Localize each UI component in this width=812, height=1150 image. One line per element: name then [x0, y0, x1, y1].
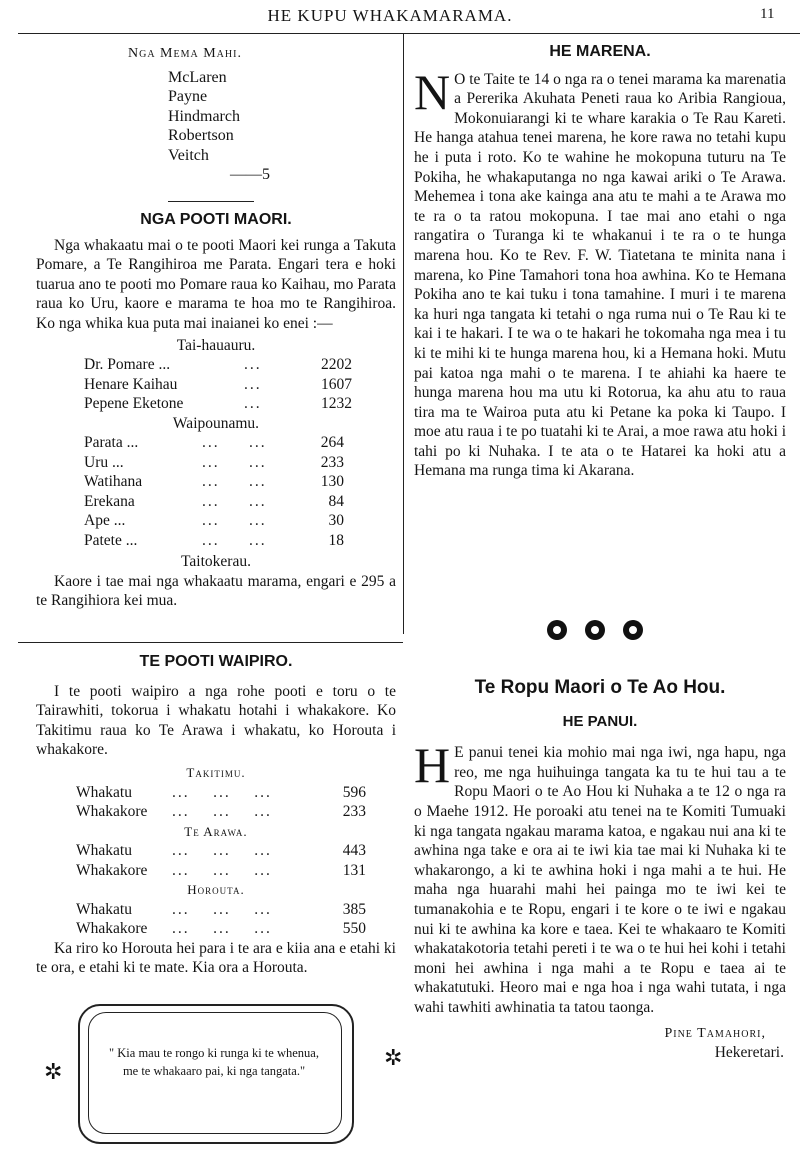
district-name: Waipounamu.: [172, 414, 260, 432]
paragraph: I te pooti waipiro a nga rohe pooti e toru o te Tairawhiti, tokorua i whakatu hotahi i whakakore. Ko Takitimu raua ko Te Arawa i whakatu, ko Horouta i whakakore.: [36, 682, 396, 759]
table-row: Patete ... ... ... 18: [84, 531, 344, 549]
column-rule: [403, 34, 404, 634]
motto-text: " Kia mau te rongo ki runga ki te whenua, me te whakaaro pai, ki nga tangata.": [109, 1046, 319, 1078]
table-row: Watihana ... ... 130: [84, 473, 344, 491]
table-row: Ape ... ... ... 30: [84, 512, 344, 530]
mema-mahi-section: [36, 44, 396, 185]
pooti-waipiro-section: [36, 652, 396, 978]
page-header: [0, 0, 812, 40]
results-table: [76, 900, 366, 939]
paragraph: Nga whakaatu mai o te pooti Maori kei runga a Takuta Pomare, a Te Rangihiroa me Parata. Engari tera e hoki tuarua ano te pooti mo Pomare raua ko Kaihau, mo Parata raua ko Uru, kaore e marama te hoa mo te Rangihiroa. Ko nga whika kua puta mai inaianei ko enei :—: [36, 236, 396, 332]
ornament-row: [538, 620, 678, 644]
member-name: Payne: [168, 88, 208, 106]
marena-body: O te Taite te 14 o nga ra o tenei marama ka marenatia a Pererika Akuhata Peneti raua ko Aribia Rangioua, Mokonuiarangi ki te whare karakia o Te Rau Kareti. He hanga atahua tenei marena, he kore rawa no tetahi kupu he i puta i roto. Ko te wahine he mokopuna tuturu na Te Pokiha, he whakaputanga no nga kawai ariki o Te Arawa. Mehemea i tona ake kainga ana atu te mahi a te Arawa mo te ra o ta ratou mokopuna. I tae mai ano etahi o nga rangatira o Turanga ki te whakanui i te ra o te hunga marena hou. Ko te Rev. F. W. Tiatetana te minita nana i marena, ko Pine Tamahori tona hoa awhina. Ko te Hemana Pokiha ano te kai tuku i tona tamahine. I muri i te marena ka huri nga tangata ki tetahi o nga ruma nui o Te Rau ki te kai i te hakari. I te wa o te hakari he tokomaha nga mea i tu ki te mihi ki te hunga marena hou, ki a Hemana hoki. Mutu pai katoa nga mahi o te marena. I te ahiahi ka haere te hunga marena hou ma utu ki Rotorua, ka ahu atu to raua tira ma te Wairoa puta atu ki Petane ka poka ki Taupo. I moe atu raua i te po tuatahi ki te Arai, a moe rawa atu hoki i tahi po ki Nuhaka. I te ata o te Hatarei ka hoki atu a Hemana ma runga tima ki Akarana.: [414, 70, 786, 480]
table-row: Dr. Pomare ... ... 2202: [84, 356, 352, 374]
section-divider: [168, 201, 254, 202]
signature-name: Pine Tamahori,: [664, 1025, 766, 1041]
asterism-icon: ✲: [384, 1046, 403, 1071]
flower-icon: [585, 620, 605, 640]
flower-icon: [547, 620, 567, 640]
pooti-maori-section: [36, 210, 396, 611]
table-row: Whakatu ... ... ... 443: [76, 842, 366, 860]
paragraph: Ka riro ko Horouta hei para i te ara e kiia ana e etahi ki te ora, e etahi ki te mate. Kia ora a Horouta.: [36, 939, 396, 977]
results-table: [84, 433, 344, 550]
section-heading: Te Ropu Maori o Te Ao Hou.: [474, 677, 726, 698]
running-title: HE KUPU WHAKAMARAMA.: [267, 6, 513, 25]
results-table: [84, 355, 352, 414]
district-name: Te Arawa.: [184, 823, 248, 839]
asterism-icon: ✲: [44, 1060, 63, 1085]
paragraph: [414, 737, 786, 1017]
table-row: Whakakore ... ... ... 131: [76, 861, 366, 879]
district-name: Tai-hauauru.: [176, 336, 256, 354]
member-total: ——5: [230, 166, 270, 184]
section-heading: NGA POOTI MAORI.: [140, 211, 292, 228]
member-name: Hindmarch: [168, 107, 240, 125]
table-row: Parata ... ... ... 264: [84, 434, 344, 452]
page-number: 11: [760, 6, 775, 22]
section-heading: HE MARENA.: [549, 43, 651, 60]
drop-cap: N: [414, 63, 451, 120]
table-row: Henare Kaihau ... 1607: [84, 375, 352, 393]
results-table: [76, 841, 366, 880]
marena-section: [414, 42, 786, 481]
ropu-section: [414, 678, 786, 1063]
mema-mahi-title: Nga Mema Mahi.: [128, 46, 242, 61]
district-name: Taitokerau.: [181, 553, 251, 571]
results-table: [76, 783, 366, 822]
table-row: Erekana ... ... 84: [84, 492, 344, 510]
table-row: Whakakore ... ... ... 550: [76, 920, 366, 938]
district-name: Takitimu.: [186, 764, 246, 780]
signature-role: Hekeretari.: [714, 1044, 784, 1062]
flower-icon: [623, 620, 643, 640]
table-row: Whakakore ... ... ... 233: [76, 803, 366, 821]
member-name: Robertson: [168, 127, 234, 145]
drop-cap: H: [414, 737, 451, 794]
section-heading: TE POOTI WAIPIRO.: [139, 653, 293, 670]
paragraph: Kaore i tae mai nga whakaatu marama, engari e 295 a te Rangihiora kei mua.: [36, 572, 396, 610]
member-name: McLaren: [168, 68, 227, 86]
table-row: Uru ... ... ... 233: [84, 453, 344, 471]
header-rule: [18, 33, 800, 34]
table-row: Whakatu ... ... ... 385: [76, 900, 366, 918]
table-row: Whakatu ... ... ... 596: [76, 783, 366, 801]
member-name: Veitch: [168, 146, 209, 164]
ropu-body: E panui tenei kia mohio mai nga iwi, nga hapu, nga reo, me nga huihuinga tangata ka tu te hui tau a te Ropu Maori o te Ao Hou ki Nuhaka a te 12 o nga ra o Maehe 1912. He poroaki atu tenei na te Komiti Tumuaki ki nga tangata ngakau marama katoa, e ngakau nui ana ki te awhina nga take e ora ai te iwi kia tae mai ki Nuhaka ki te whakarongo, a ki te awhina hoki i nga mahi a te hui. He maha nga huarahi mahi hei painga mo te iwi kei te tumanakohia e te Ropu, engari i te kore o te iwi e ngakau nui ki te awhina ka kore e taea. Kei te whakaaro te Komiti whakatakotoria tetahi pereti i te wa o te hui hei kohi i tetahi moni hei awhina i nga mahi a te Ropu e taea ai te whakatutuki. Heoro mai e nga hoa i nga wahi tutata, i nga wahi tawhiti awhinatia ta tatou taonga.: [414, 744, 786, 1016]
paragraph: [414, 63, 786, 481]
section-subheading: HE PANUI.: [562, 712, 638, 730]
table-row: Pepene Eketone ... 1232: [84, 395, 352, 413]
section-divider: [18, 642, 403, 643]
district-name: Horouta.: [187, 882, 245, 898]
